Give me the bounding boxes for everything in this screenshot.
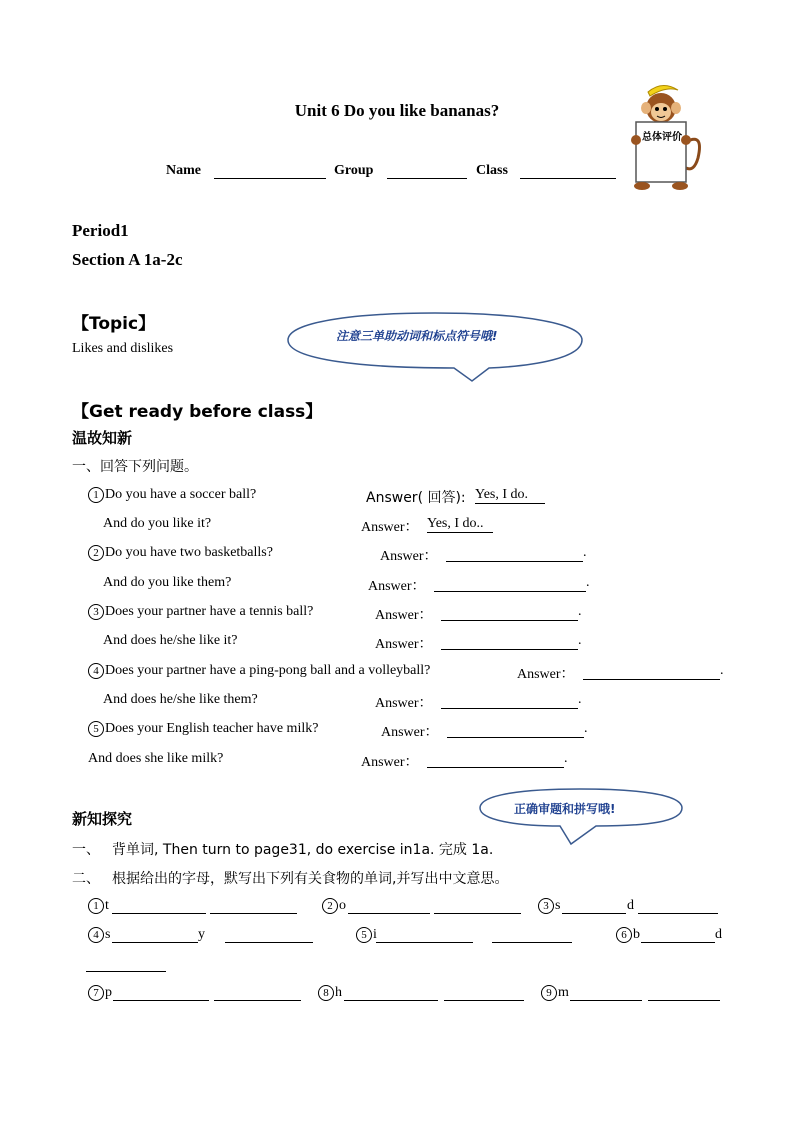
answer-label: Answer： [375, 696, 433, 711]
question-text: And does he/she like it? [103, 633, 238, 648]
question-text: Do you have two basketballs? [105, 545, 273, 561]
name-label: Name [166, 163, 201, 178]
word-field[interactable] [344, 1000, 438, 1001]
task-number: 一、 [72, 842, 100, 858]
bubble-note-1: 注意三单助动词和标点符号哦! [336, 329, 498, 343]
class-label: Class [476, 163, 508, 178]
question-text: Does your partner have a tennis ball? [105, 604, 314, 620]
word-field[interactable] [113, 1000, 209, 1001]
circle-number: 9 [541, 985, 557, 1001]
answer-label: Answer： [381, 725, 439, 740]
task-1-text: 背单词, Then turn to page31, do exercise in1a. 完成 1a. [112, 842, 494, 858]
circle-number: 3 [88, 604, 104, 620]
word-item: 9 m [541, 985, 569, 1001]
word-end-letter: y [198, 927, 205, 942]
meaning-field[interactable] [492, 942, 572, 943]
question-row [88, 487, 256, 503]
word-end-letter: d [715, 927, 722, 942]
word-field[interactable] [570, 1000, 642, 1001]
answer-field[interactable] [434, 591, 586, 592]
section-label: Section A 1a-2c [72, 250, 183, 269]
answer-label: Answer： [380, 549, 438, 564]
answer-label: Answer： [361, 520, 419, 535]
word-item: 1 t [88, 898, 109, 914]
answer-field[interactable]: Yes, I do.. [427, 516, 493, 533]
period-label: Period1 [72, 221, 129, 240]
circle-number: 4 [88, 927, 104, 943]
word-item: 4 s [88, 927, 110, 943]
answer-field[interactable] [446, 561, 583, 562]
answer-label: Answer( 回答): [366, 490, 466, 506]
question-row [88, 545, 273, 561]
word-item: 5 i [356, 927, 377, 943]
question-text: Does your partner have a ping-pong ball and a volleyball? [105, 663, 431, 679]
get-ready-heading: 【Get ready before class】 [72, 402, 323, 422]
name-field[interactable] [214, 178, 326, 179]
word-field[interactable] [562, 913, 626, 914]
question-text: And does he/she like them? [103, 692, 258, 707]
circle-number: 6 [616, 927, 632, 943]
word-field[interactable] [641, 942, 715, 943]
class-field[interactable] [520, 178, 616, 179]
group-label: Group [334, 163, 374, 178]
speech-bubble-icon [476, 786, 688, 848]
word-item: 7 p [88, 985, 112, 1001]
circle-number: 8 [318, 985, 334, 1001]
circle-number: 7 [88, 985, 104, 1001]
topic-text: Likes and dislikes [72, 341, 174, 356]
question-text: And do you like it? [103, 516, 212, 531]
answer-field[interactable] [441, 649, 578, 650]
answer-field[interactable] [441, 620, 578, 621]
word-item: 2 o [322, 898, 346, 914]
meaning-field[interactable] [444, 1000, 524, 1001]
circle-number: 2 [88, 545, 104, 561]
circle-number: 1 [88, 898, 104, 914]
circle-number: 3 [538, 898, 554, 914]
group-field[interactable] [387, 178, 467, 179]
answer-label: Answer： [517, 667, 575, 682]
answer-field[interactable] [427, 767, 564, 768]
task-2-text: 根据给出的字母，默写出下列有关食物的单词,并写出中文意思。 [112, 871, 509, 887]
answer-label: Answer： [361, 755, 419, 770]
answer-label: Answer： [375, 637, 433, 652]
meaning-field[interactable] [648, 1000, 720, 1001]
word-field[interactable] [112, 913, 206, 914]
speech-bubble-icon [284, 310, 586, 384]
answer-label: Answer： [375, 608, 433, 623]
question-text: And do you like them? [103, 575, 232, 590]
review-subheading: 温故知新 [72, 429, 133, 447]
meaning-field[interactable] [214, 1000, 301, 1001]
circle-number: 5 [356, 927, 372, 943]
circle-number: 4 [88, 663, 104, 679]
answer-label: Answer： [368, 579, 426, 594]
word-field[interactable] [112, 942, 198, 943]
meaning-field[interactable] [638, 913, 718, 914]
circle-number: 2 [322, 898, 338, 914]
circle-number: 5 [88, 721, 104, 737]
question-row [88, 663, 430, 679]
answer-field[interactable] [447, 737, 584, 738]
word-item: 6 b [616, 927, 640, 943]
worksheet-title: Unit 6 Do you like bananas? [294, 101, 500, 120]
word-item: 8 h [318, 985, 342, 1001]
meaning-field[interactable] [210, 913, 297, 914]
question-text: And does she like milk? [88, 751, 224, 766]
question-row [88, 721, 318, 737]
answer-field[interactable] [583, 679, 720, 680]
word-item: 3 s [538, 898, 560, 914]
word-field[interactable] [348, 913, 430, 914]
mascot-sign-text: 总体评价 [642, 132, 682, 143]
word-field[interactable] [376, 942, 473, 943]
question-text: Does your English teacher have milk? [105, 721, 319, 737]
review-instruction: 一、回答下列问题。 [72, 459, 198, 475]
meaning-field[interactable] [434, 913, 521, 914]
meaning-field[interactable] [225, 942, 313, 943]
question-text: Do you have a soccer ball? [105, 487, 257, 503]
question-row [88, 604, 313, 620]
word-end-letter: d [627, 898, 634, 913]
circle-number: 1 [88, 487, 104, 503]
answer-field[interactable]: Yes, I do. [475, 487, 545, 504]
task-number: 二、 [72, 871, 100, 887]
topic-heading: 【Topic】 [72, 314, 156, 334]
bubble-note-2: 正确审题和拼写哦! [514, 802, 616, 816]
new-knowledge-heading: 新知探究 [72, 810, 133, 828]
answer-field[interactable] [441, 708, 578, 709]
meaning-field[interactable] [86, 971, 166, 972]
